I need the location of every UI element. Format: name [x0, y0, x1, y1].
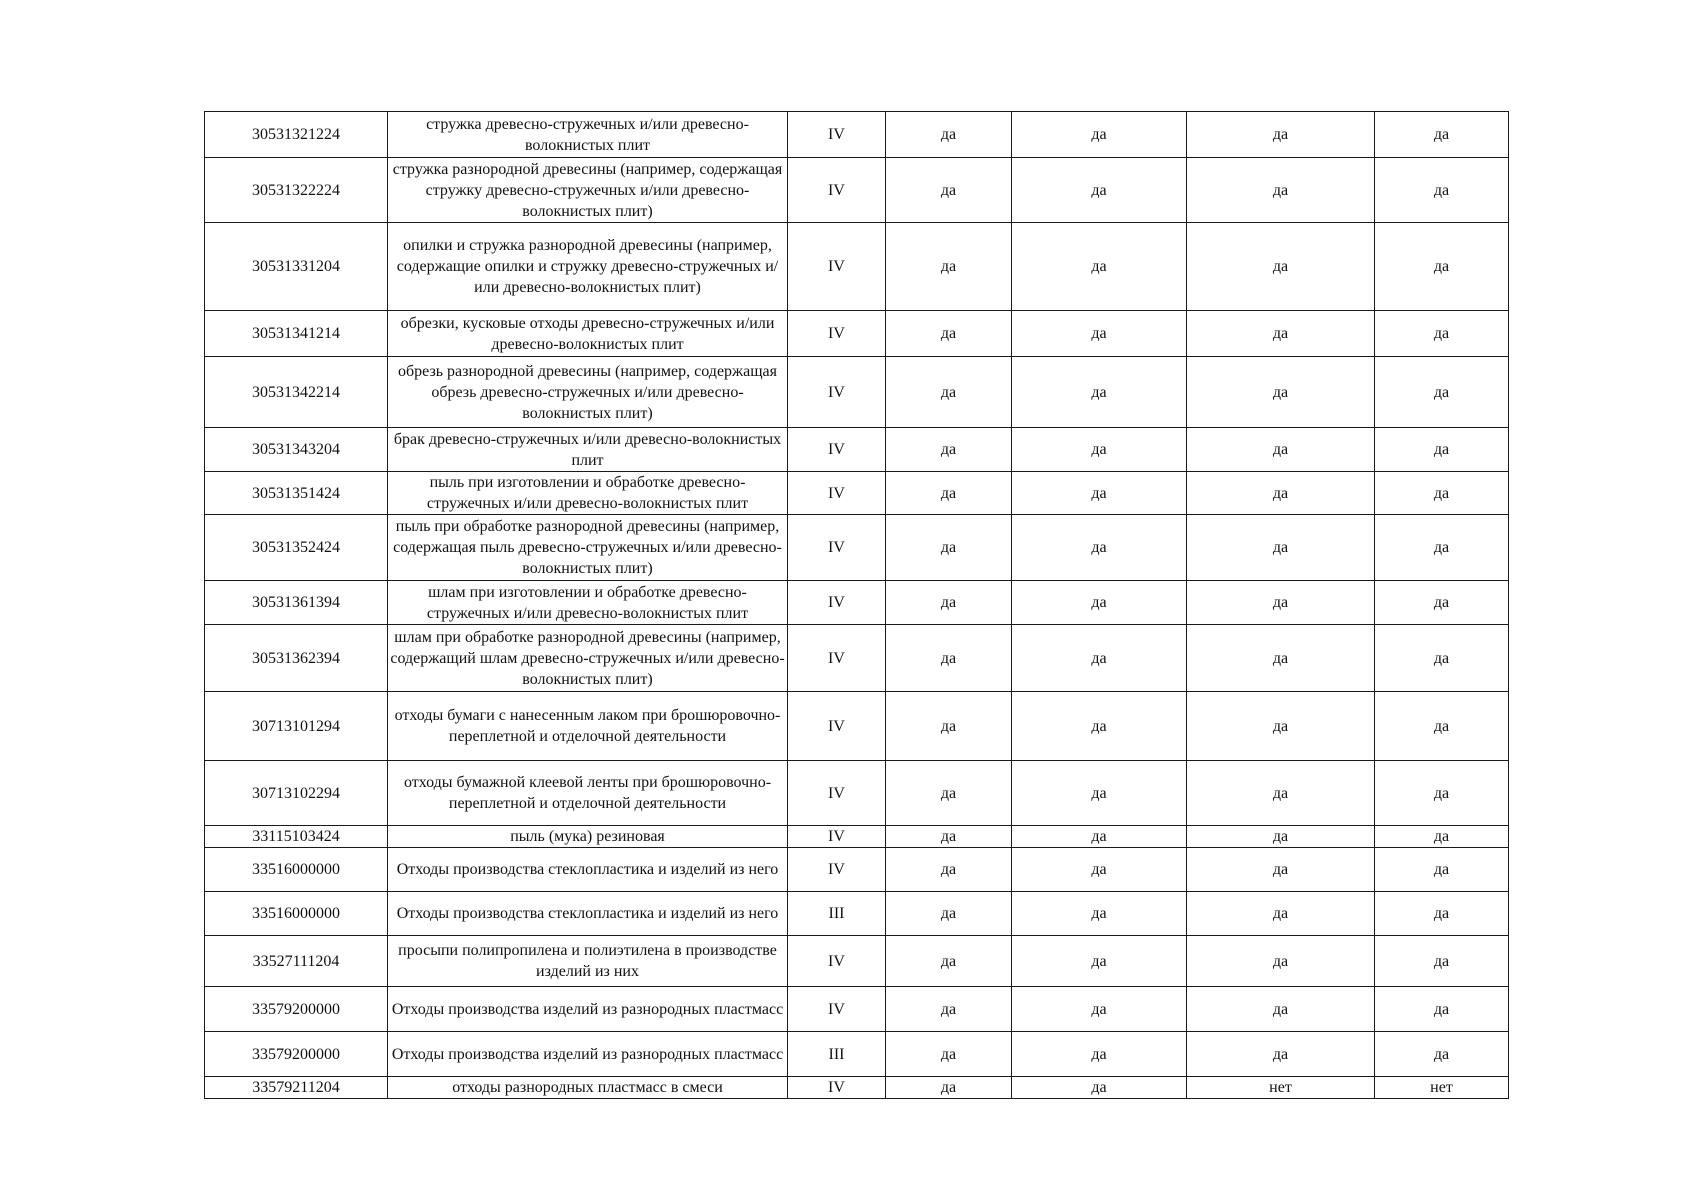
table-row: [205, 112, 1509, 158]
value-cell: да: [1012, 625, 1187, 692]
waste-code-cell: 30531341214: [205, 311, 388, 357]
value-cell: да: [1012, 515, 1187, 581]
hazard-class-cell: IV: [788, 357, 886, 428]
value-cell: да: [1012, 428, 1187, 472]
waste-code-cell: 30531342214: [205, 357, 388, 428]
table-row: [205, 892, 1509, 936]
value-cell: да: [1375, 1032, 1509, 1077]
waste-code-cell: 33516000000: [205, 848, 388, 892]
value-cell: да: [1012, 1032, 1187, 1077]
hazard-class-cell: IV: [788, 936, 886, 987]
value-cell: да: [1375, 892, 1509, 936]
waste-code-cell: 30531322224: [205, 158, 388, 223]
waste-code-cell: 30531361394: [205, 581, 388, 625]
hazard-class-cell: IV: [788, 428, 886, 472]
waste-code-cell: 30531331204: [205, 223, 388, 311]
value-cell: да: [886, 472, 1012, 515]
hazard-class-cell: III: [788, 1032, 886, 1077]
waste-name-cell: шлам при обработке разнородной древесины (например, содержащий шлам древесно-стружечных и/или древесно-волокнистых плит): [388, 625, 788, 692]
value-cell: да: [1012, 1077, 1187, 1099]
value-cell: да: [1187, 112, 1375, 158]
hazard-class-cell: IV: [788, 848, 886, 892]
table-row: [205, 826, 1509, 848]
value-cell: да: [886, 848, 1012, 892]
value-cell: да: [886, 515, 1012, 581]
table-row: [205, 987, 1509, 1032]
value-cell: да: [1375, 428, 1509, 472]
table-row: [205, 761, 1509, 826]
table-row: [205, 357, 1509, 428]
waste-code-cell: 33516000000: [205, 892, 388, 936]
value-cell: да: [1187, 357, 1375, 428]
hazard-class-cell: IV: [788, 158, 886, 223]
value-cell: да: [1375, 826, 1509, 848]
table-row: [205, 625, 1509, 692]
waste-name-cell: опилки и стружка разнородной древесины (например, содержащие опилки и стружку древесно-стружечных и/или древесно-волокнистых плит): [388, 223, 788, 311]
value-cell: да: [886, 428, 1012, 472]
value-cell: да: [886, 987, 1012, 1032]
value-cell: да: [1375, 987, 1509, 1032]
value-cell: да: [1012, 892, 1187, 936]
value-cell: да: [886, 761, 1012, 826]
waste-code-cell: 33579211204: [205, 1077, 388, 1099]
value-cell: да: [886, 357, 1012, 428]
value-cell: да: [1012, 761, 1187, 826]
hazard-class-cell: III: [788, 892, 886, 936]
value-cell: да: [1012, 112, 1187, 158]
value-cell: да: [1012, 936, 1187, 987]
waste-name-cell: брак древесно-стружечных и/или древесно-волокнистых плит: [388, 428, 788, 472]
value-cell: да: [1187, 581, 1375, 625]
value-cell: да: [1375, 223, 1509, 311]
value-cell: нет: [1187, 1077, 1375, 1099]
value-cell: да: [1187, 987, 1375, 1032]
value-cell: да: [1187, 892, 1375, 936]
value-cell: да: [1375, 936, 1509, 987]
hazard-class-cell: IV: [788, 826, 886, 848]
value-cell: да: [1012, 826, 1187, 848]
waste-code-cell: 33579200000: [205, 987, 388, 1032]
waste-name-cell: Отходы производства стеклопластика и изделий из него: [388, 848, 788, 892]
value-cell: да: [1187, 472, 1375, 515]
hazard-class-cell: IV: [788, 692, 886, 761]
waste-name-cell: шлам при изготовлении и обработке древесно-стружечных и/или древесно-волокнистых плит: [388, 581, 788, 625]
table-row: [205, 158, 1509, 223]
value-cell: да: [1187, 625, 1375, 692]
hazard-class-cell: IV: [788, 472, 886, 515]
value-cell: да: [1012, 357, 1187, 428]
waste-code-cell: 30531321224: [205, 112, 388, 158]
value-cell: да: [1375, 515, 1509, 581]
value-cell: да: [1187, 158, 1375, 223]
value-cell: да: [1187, 428, 1375, 472]
hazard-class-cell: IV: [788, 987, 886, 1032]
hazard-class-cell: IV: [788, 1077, 886, 1099]
waste-code-cell: 33579200000: [205, 1032, 388, 1077]
hazard-class-cell: IV: [788, 761, 886, 826]
value-cell: да: [886, 892, 1012, 936]
waste-code-cell: 33115103424: [205, 826, 388, 848]
waste-name-cell: пыль (мука) резиновая: [388, 826, 788, 848]
value-cell: да: [1375, 158, 1509, 223]
waste-name-cell: обрезь разнородной древесины (например, содержащая обрезь древесно-стружечных и/или древесно-волокнистых плит): [388, 357, 788, 428]
waste-name-cell: просыпи полипропилена и полиэтилена в производстве изделий из них: [388, 936, 788, 987]
waste-name-cell: отходы разнородных пластмасс в смеси: [388, 1077, 788, 1099]
value-cell: да: [1375, 472, 1509, 515]
table-row: [205, 936, 1509, 987]
value-cell: да: [1375, 311, 1509, 357]
value-cell: нет: [1375, 1077, 1509, 1099]
table-row: [205, 1077, 1509, 1099]
waste-code-cell: 33527111204: [205, 936, 388, 987]
value-cell: да: [886, 936, 1012, 987]
hazard-class-cell: IV: [788, 112, 886, 158]
waste-code-cell: 30531362394: [205, 625, 388, 692]
value-cell: да: [886, 581, 1012, 625]
table-row: [205, 692, 1509, 761]
value-cell: да: [1375, 848, 1509, 892]
value-cell: да: [1012, 158, 1187, 223]
waste-name-cell: обрезки, кусковые отходы древесно-стружечных и/или древесно-волокнистых плит: [388, 311, 788, 357]
waste-name-cell: Отходы производства изделий из разнородных пластмасс: [388, 1032, 788, 1077]
value-cell: да: [886, 311, 1012, 357]
waste-code-cell: 30531343204: [205, 428, 388, 472]
value-cell: да: [1375, 581, 1509, 625]
value-cell: да: [886, 112, 1012, 158]
value-cell: да: [1187, 311, 1375, 357]
waste-name-cell: стружка древесно-стружечных и/или древесно-волокнистых плит: [388, 112, 788, 158]
waste-name-cell: стружка разнородной древесины (например, содержащая стружку древесно-стружечных и/или древесно-волокнистых плит): [388, 158, 788, 223]
value-cell: да: [886, 158, 1012, 223]
waste-code-cell: 30531352424: [205, 515, 388, 581]
value-cell: да: [1187, 1032, 1375, 1077]
value-cell: да: [1375, 761, 1509, 826]
value-cell: да: [1375, 625, 1509, 692]
waste-table: [204, 111, 1509, 1099]
waste-name-cell: отходы бумаги с нанесенным лаком при брошюровочно-переплетной и отделочной деятельности: [388, 692, 788, 761]
value-cell: да: [1012, 223, 1187, 311]
waste-name-cell: пыль при обработке разнородной древесины (например, содержащая пыль древесно-стружечных и/или древесно-волокнистых плит): [388, 515, 788, 581]
value-cell: да: [1187, 692, 1375, 761]
table-row: [205, 581, 1509, 625]
hazard-class-cell: IV: [788, 223, 886, 311]
value-cell: да: [886, 223, 1012, 311]
table-row: [205, 428, 1509, 472]
value-cell: да: [1187, 515, 1375, 581]
value-cell: да: [1187, 223, 1375, 311]
table-row: [205, 1032, 1509, 1077]
waste-name-cell: отходы бумажной клеевой ленты при брошюровочно-переплетной и отделочной деятельности: [388, 761, 788, 826]
table-row: [205, 311, 1509, 357]
table-row: [205, 223, 1509, 311]
waste-code-cell: 30713102294: [205, 761, 388, 826]
value-cell: да: [1012, 987, 1187, 1032]
value-cell: да: [886, 625, 1012, 692]
value-cell: да: [1375, 112, 1509, 158]
hazard-class-cell: IV: [788, 581, 886, 625]
table-row: [205, 515, 1509, 581]
hazard-class-cell: IV: [788, 311, 886, 357]
value-cell: да: [1012, 311, 1187, 357]
value-cell: да: [1187, 848, 1375, 892]
value-cell: да: [1012, 472, 1187, 515]
value-cell: да: [886, 1077, 1012, 1099]
value-cell: да: [886, 1032, 1012, 1077]
waste-name-cell: Отходы производства стеклопластика и изделий из него: [388, 892, 788, 936]
value-cell: да: [1187, 826, 1375, 848]
waste-code-cell: 30713101294: [205, 692, 388, 761]
value-cell: да: [1012, 848, 1187, 892]
value-cell: да: [886, 826, 1012, 848]
table-row: [205, 848, 1509, 892]
table-row: [205, 472, 1509, 515]
value-cell: да: [1012, 581, 1187, 625]
value-cell: да: [1187, 936, 1375, 987]
hazard-class-cell: IV: [788, 515, 886, 581]
waste-name-cell: пыль при изготовлении и обработке древесно-стружечных и/или древесно-волокнистых плит: [388, 472, 788, 515]
value-cell: да: [1375, 357, 1509, 428]
value-cell: да: [886, 692, 1012, 761]
value-cell: да: [1375, 692, 1509, 761]
value-cell: да: [1187, 761, 1375, 826]
hazard-class-cell: IV: [788, 625, 886, 692]
waste-name-cell: Отходы производства изделий из разнородных пластмасс: [388, 987, 788, 1032]
waste-code-cell: 30531351424: [205, 472, 388, 515]
value-cell: да: [1012, 692, 1187, 761]
